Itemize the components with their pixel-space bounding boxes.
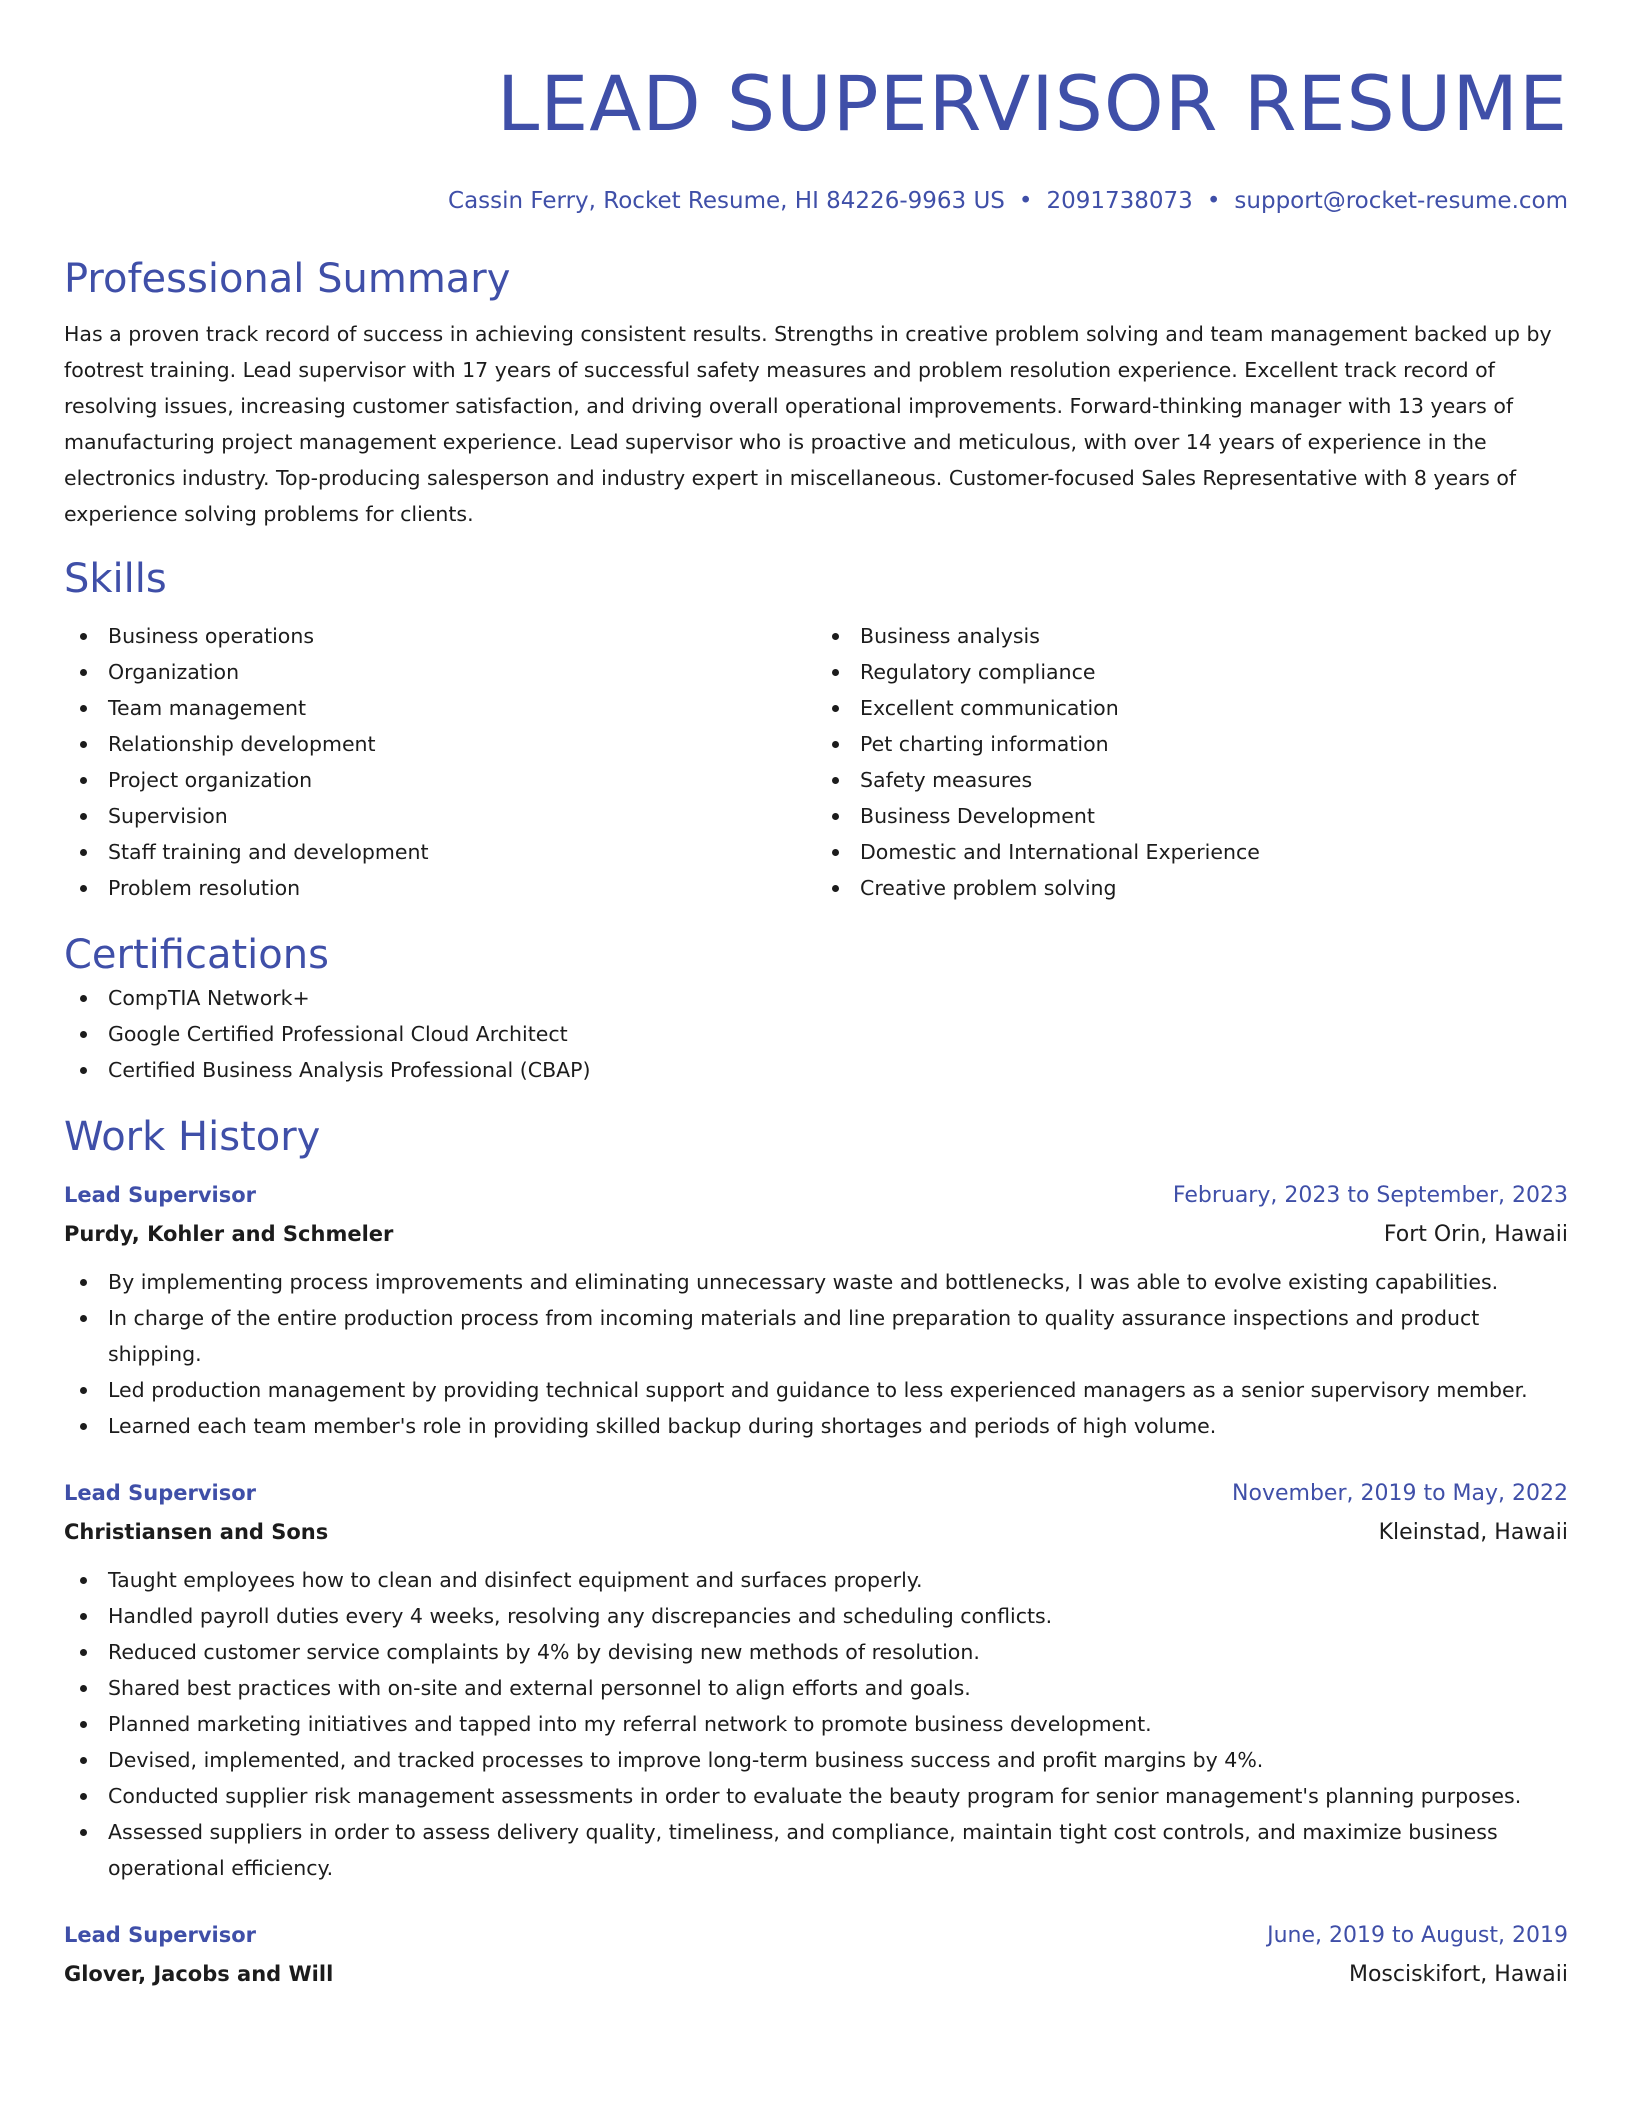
contact-line — [64, 186, 1568, 216]
job-role: Lead Supervisor — [64, 1183, 257, 1207]
job-company: Glover, Jacobs and Will — [64, 1962, 334, 1986]
contact-address: Cassin Ferry, Rocket Resume, HI 84226-9963 US — [448, 188, 1005, 214]
job-duties — [64, 1264, 1568, 1444]
skill-item: Pet charting information — [816, 726, 1568, 762]
skill-item: Domestic and International Experience — [816, 834, 1568, 870]
job-duty: Handled payroll duties every 4 weeks, resolving any discrepancies and scheduling conflicts. — [64, 1598, 1568, 1634]
skills-column-right — [816, 618, 1568, 906]
section-title-summary: Professional Summary — [64, 256, 511, 302]
skill-item: Staff training and development — [64, 834, 816, 870]
job-duty: Planned marketing initiatives and tapped into my referral network to promote business development. — [64, 1706, 1568, 1742]
job-location: Fort Orin, Hawaii — [1383, 1222, 1568, 1247]
job-duty: Conducted supplier risk management assessments in order to evaluate the beauty program for senior management's planning purposes. — [64, 1778, 1568, 1814]
summary-text: Has a proven track record of success in achieving consistent results. Strengths in creative problem solving and team management backed up by footrest training. Lead supervisor with 17 years of successful safety measures and problem resolution experience. Excellent track record of resolving issues, increasing customer satisfaction, and driving overall operational improvements. Forward-thinking manager with 13 years of manufacturing project management experience. Lead supervisor who is proactive and meticulous, with over 14 years of experience in the electronics industry. Top-producing salesperson and industry expert in miscellaneous. Customer-focused Sales Representative with 8 years of experience solving problems for clients. — [64, 322, 1552, 526]
job-entry — [64, 1916, 1568, 1994]
job-entry — [64, 1474, 1568, 1886]
skills-column-left — [64, 618, 816, 906]
job-duty: Learned each team member's role in providing skilled backup during shortages and periods of high volume. — [64, 1408, 1568, 1444]
job-duty: Devised, implemented, and tracked processes to improve long-term business success and profit margins by 4%. — [64, 1742, 1568, 1778]
skill-item: Project organization — [64, 762, 816, 798]
skill-item: Safety measures — [816, 762, 1568, 798]
job-role: Lead Supervisor — [64, 1923, 257, 1947]
job-dates: June, 2019 to August, 2019 — [1267, 1923, 1568, 1948]
job-duties — [64, 1562, 1568, 1886]
job-dates: February, 2023 to September, 2023 — [1172, 1183, 1568, 1208]
job-dates: November, 2019 to May, 2022 — [1232, 1481, 1568, 1506]
skill-item: Business operations — [64, 618, 816, 654]
skill-item: Relationship development — [64, 726, 816, 762]
skill-item: Team management — [64, 690, 816, 726]
job-duty: Assessed suppliers in order to assess delivery quality, timeliness, and compliance, maintain tight cost controls, and maximize business operational efficiency. — [64, 1814, 1568, 1886]
job-location: Kleinstad, Hawaii — [1378, 1520, 1568, 1545]
skill-item: Regulatory compliance — [816, 654, 1568, 690]
certifications-list — [64, 980, 1568, 1088]
skill-item: Excellent communication — [816, 690, 1568, 726]
contact-email: support@rocket-resume.com — [1234, 188, 1568, 214]
job-location: Mosciskifort, Hawaii — [1348, 1962, 1568, 1987]
skill-item: Business Development — [816, 798, 1568, 834]
skills-list — [64, 618, 1568, 906]
resume-title: LEAD SUPERVISOR RESUME — [496, 59, 1568, 148]
contact-phone: 2091738073 — [1046, 188, 1193, 214]
certification-item: Google Certified Professional Cloud Architect — [64, 1016, 1568, 1052]
skill-item: Organization — [64, 654, 816, 690]
job-duty: Taught employees how to clean and disinfect equipment and surfaces properly. — [64, 1562, 1568, 1598]
job-company: Purdy, Kohler and Schmeler — [64, 1222, 394, 1246]
section-title-work-history: Work History — [64, 1114, 321, 1160]
skill-item: Problem resolution — [64, 870, 816, 906]
resume-page — [64, 0, 1568, 1994]
job-company: Christiansen and Sons — [64, 1520, 329, 1544]
certification-item: CompTIA Network+ — [64, 980, 1568, 1016]
certification-item: Certified Business Analysis Professional (CBAP) — [64, 1052, 1568, 1088]
job-duty: Led production management by providing technical support and guidance to less experienced managers as a senior supervisory member. — [64, 1372, 1568, 1408]
section-title-certifications: Certifications — [64, 932, 329, 978]
job-role: Lead Supervisor — [64, 1481, 257, 1505]
job-duty: Shared best practices with on-site and external personnel to align efforts and goals. — [64, 1670, 1568, 1706]
section-title-skills: Skills — [64, 556, 167, 602]
skill-item: Business analysis — [816, 618, 1568, 654]
skill-item: Creative problem solving — [816, 870, 1568, 906]
contact-separator: • — [1206, 188, 1221, 214]
job-duty: By implementing process improvements and eliminating unnecessary waste and bottlenecks, I was able to evolve existing capabilities. — [64, 1264, 1568, 1300]
contact-separator: • — [1018, 188, 1033, 214]
job-entry — [64, 1176, 1568, 1444]
job-duty: In charge of the entire production process from incoming materials and line preparation to quality assurance inspections and product shipping. — [64, 1300, 1568, 1372]
job-duty: Reduced customer service complaints by 4% by devising new methods of resolution. — [64, 1634, 1568, 1670]
skill-item: Supervision — [64, 798, 816, 834]
